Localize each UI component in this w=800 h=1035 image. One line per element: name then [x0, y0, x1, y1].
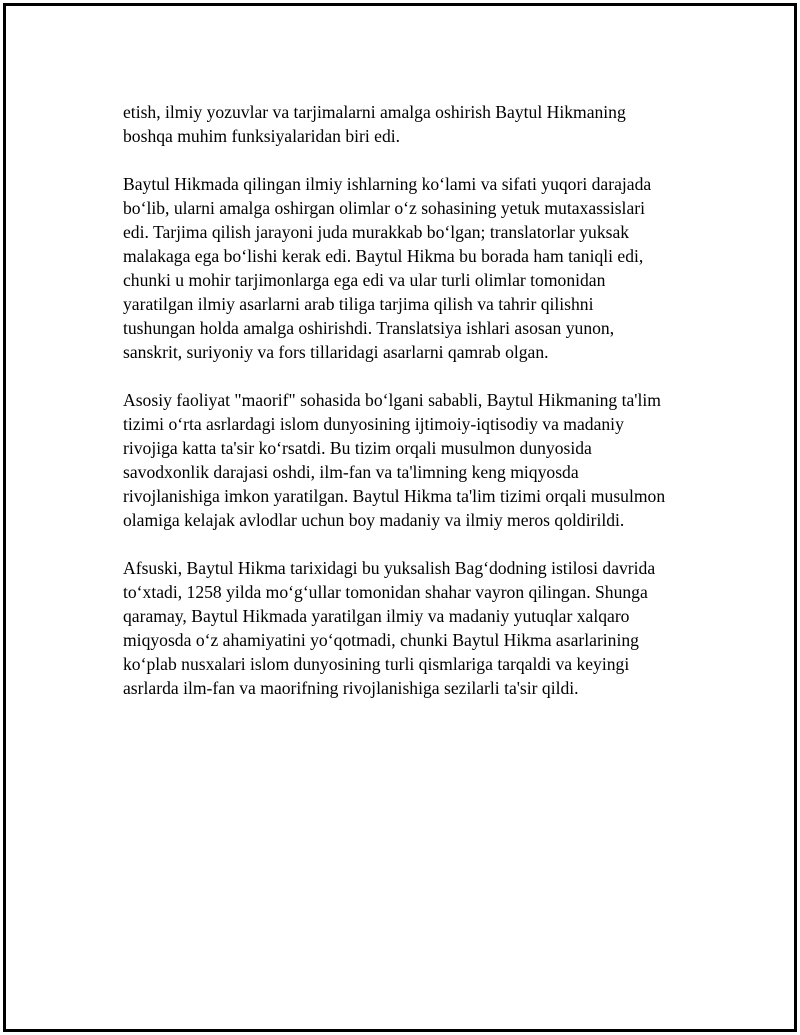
- paragraph-1: etish, ilmiy yozuvlar va tarjimalarni amalga oshirish Baytul Hikmaning boshqa muhim funksiyalaridan biri edi.: [123, 102, 626, 146]
- document-body: [123, 100, 703, 724]
- paragraph-4: Afsuski, Baytul Hikma tarixidagi bu yuksalish Bagʻdodning istilosi davrida toʻxtadi, 1258 yilda moʻgʻullar tomonidan shahar vayron qilingan. Shunga qaramay, Baytul Hikmada yaratilgan ilmiy va madaniy yutuqlar xalqaro miqyosda oʻz ahamiyatini yoʻqotmadi, chunki Baytul Hikma asarlarining koʻplab nusxalari islom dunyosining turli qismlariga tarqaldi va keyingi asrlarda ilm-fan va maorifning rivojlanishiga sezilarli ta'sir qildi.: [123, 558, 656, 698]
- page-border: [3, 3, 797, 1032]
- paragraph-2: Baytul Hikmada qilingan ilmiy ishlarning koʻlami va sifati yuqori darajada boʻlib, ularni amalga oshirgan olimlar oʻz sohasining yetuk mutaxassislari edi. Tarjima qilish jarayoni juda murakkab boʻlgan; translatorlar yuksak malakaga ega boʻlishi kerak edi. Baytul Hikma bu borada ham taniqli edi, chunki u mohir tarjimonlarga ega edi va ular turli olimlar tomonidan yaratilgan ilmiy asarlarni arab tiliga tarjima qilish va tahrir qilishni tushungan holda amalga oshirishdi. Translatsiya ishlari asosan yunon, sanskrit, suriyoniy va fors tillaridagi asarlarni qamrab olgan.: [123, 174, 652, 362]
- paragraph-3: Asosiy faoliyat "maorif" sohasida boʻlgani sababli, Baytul Hikmaning ta'lim tizimi oʻrta asrlardagi islom dunyosining ijtimoiy-iqtisodiy va madaniy rivojiga katta ta'sir koʻrsatdi. Bu tizim orqali musulmon dunyosida savodxonlik darajasi oshdi, ilm-fan va ta'limning keng miqyosda rivojlanishiga imkon yaratilgan. Baytul Hikma ta'lim tizimi orqali musulmon olamiga kelajak avlodlar uchun boy madaniy va ilmiy meros qoldirildi.: [123, 390, 666, 530]
